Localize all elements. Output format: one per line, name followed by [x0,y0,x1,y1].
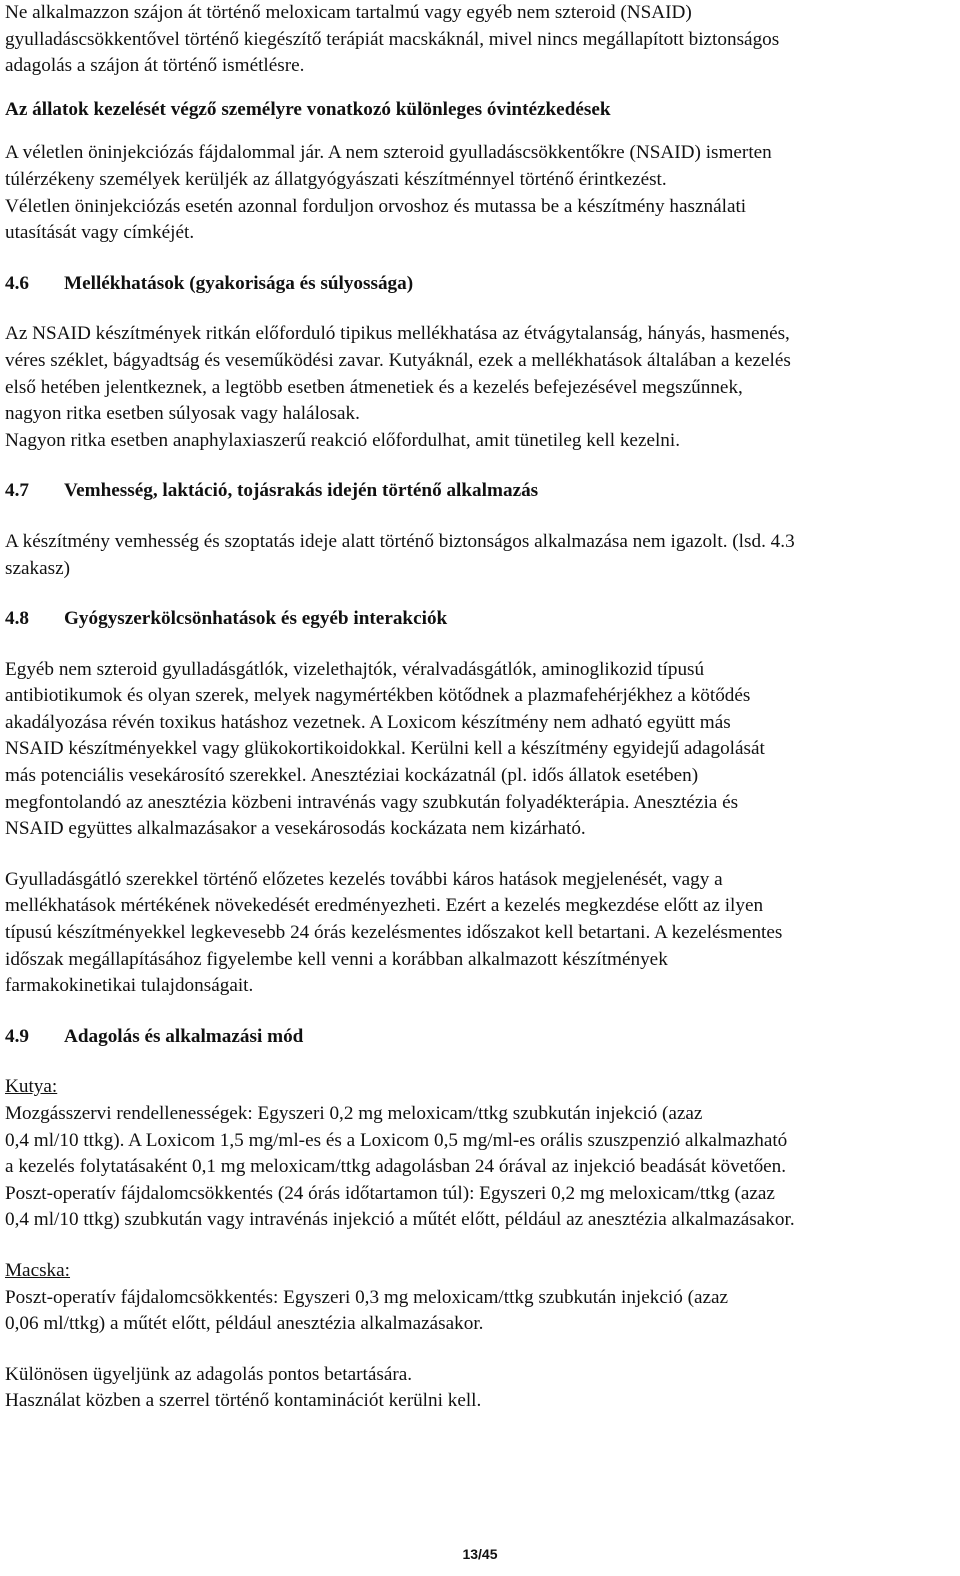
intro-paragraph: Ne alkalmazzon szájon át történő meloxicam tartalmú vagy egyéb nem szteroid (NSAID) gyulladáscsökkentővel történő kiegészítő terápiát macskáknál, mivel nincs megállapított biztonságos adagolás a szájon át történő ismétlésre. [5,2,780,77]
section-number: 4.6 [5,272,29,294]
section-4-8-body-2: Gyulladásgátló szerekkel történő előzetes kezelés további káros hatások megjelenését, vagy a mellékhatások mértékének növekedését eredményezheti. Ezért a kezelés megkezdése előtt az ilyen típusú készítményekkel legkevesebb 24 órás kezelésmentes időszakot kell betartani. A kezelésmentes időszak megállapításához figyelembe kell venni a korábban alkalmazott készítmények farmakokinetikai tulajdonságait. [5,868,783,997]
dog-label: Kutya: [5,1076,58,1098]
page-number: 13/45 [462,1546,498,1562]
section-4-6-heading [5,271,957,298]
section-4-8-body-1: Egyéb nem szteroid gyulladásgátlók, vizelethajtók, véralvadásgátlók, aminoglikozid típusú antibiotikumok és olyan szerek, melyek nagymértékben kötődnek a plazmafehérjékhez a kötődés akadályozása révén toxikus hatáshoz vezetnek. A Loxicom készítmény nem adható együtt más NSAID készítményekkel vagy glükokortikoidokkal. Kerülni kell a készítmény egyidejű adagolását más potenciális vesekárosító szerekkel. Anesztéziai kockázatnál (pl. idős állatok esetében) megfontolandó az anesztézia közbeni intravénás vagy szubkután folyadékterápia. Anesztézia és NSAID együttes alkalmazásakor a vesekárosodás kockázata nem kizárható. [5,658,765,840]
section-4-6-body: Az NSAID készítmények ritkán előforduló tipikus mellékhatása az étvágytalanság, hányás, hasmenés, véres széklet, bágyadtság és veseműködési zavar. Kutyáknál, ezek a mellékhatások általában a kezelés első hetében jelentkeznek, a legtöbb esetben átmenetiek és a kezelés befejezésével megszűnnek, nagyon ritka esetben súlyosak vagy halálosak. Nagyon ritka esetben anaphylaxiaszerű reakció előfordulhat, amit tünetileg kell kezelni. [5,323,791,451]
section-title: Adagolás és alkalmazási mód [64,1025,304,1047]
section-title: Gyógyszerkölcsönhatások és egyéb interakciók [64,608,448,630]
section-title: Mellékhatások (gyakorisága és súlyossága) [64,272,414,294]
section-4-9-heading [5,1024,957,1051]
dog-dosage-body: Mozgásszervi rendellenességek: Egyszeri 0,2 mg meloxicam/ttkg szubkután injekció (azaz 0,4 ml/10 ttkg). A Loxicom 1,5 mg/ml-es és a Loxicom 0,5 mg/ml-es orális szuszpenzió alkalmazható a kezelés folytatásaként 0,1 mg meloxicam/ttkg adagolásban 24 órával az injekció beadását követően. Poszt-operatív fájdalomcsökkentés (24 órás időtartamon túl): Egyszeri 0,2 mg meloxicam/ttkg (azaz 0,4 ml/10 ttkg) szubkután vagy intravénás injekció a műtét előtt, például az anesztézia alkalmazásakor. [5,1103,795,1231]
closing-notes: Különösen ügyeljünk az adagolás pontos betartására. Használat közben a szerrel történő kontaminációt kerülni kell. [5,1363,482,1412]
section-number: 4.8 [5,608,29,630]
document-page [5,0,957,1415]
section-number: 4.7 [5,480,29,502]
cat-label: Macska: [5,1259,71,1281]
cat-dosage-body: Poszt-operatív fájdalomcsökkentés: Egyszeri 0,3 mg meloxicam/ttkg szubkután injekció (azaz 0,06 ml/ttkg) a műtét előtt, például anesztézia alkalmazásakor. [5,1286,729,1335]
section-4-8-heading [5,606,957,633]
section-title: Vemhesség, laktáció, tojásrakás idején történő alkalmazás [64,480,539,502]
section-4-7-body: A készítmény vemhesség és szoptatás ideje alatt történő biztonságos alkalmazása nem igazolt. (lsd. 4.3 szakasz) [5,530,795,579]
precautions-body: A véletlen öninjekciózás fájdalommal jár. A nem szteroid gyulladáscsökkentőkre (NSAID) ismerten túlérzékeny személyek kerüljék az állatgyógyászati készítménnyel történő érintkezést. Véletlen öninjekciózás esetén azonnal forduljon orvoshoz és mutassa be a készítmény használati utasítását vagy címkéjét. [5,142,772,244]
section-number: 4.9 [5,1025,29,1047]
section-4-7-heading [5,478,957,505]
precautions-heading: Az állatok kezelését végző személyre vonatkozó különleges óvintézkedések [5,98,611,120]
